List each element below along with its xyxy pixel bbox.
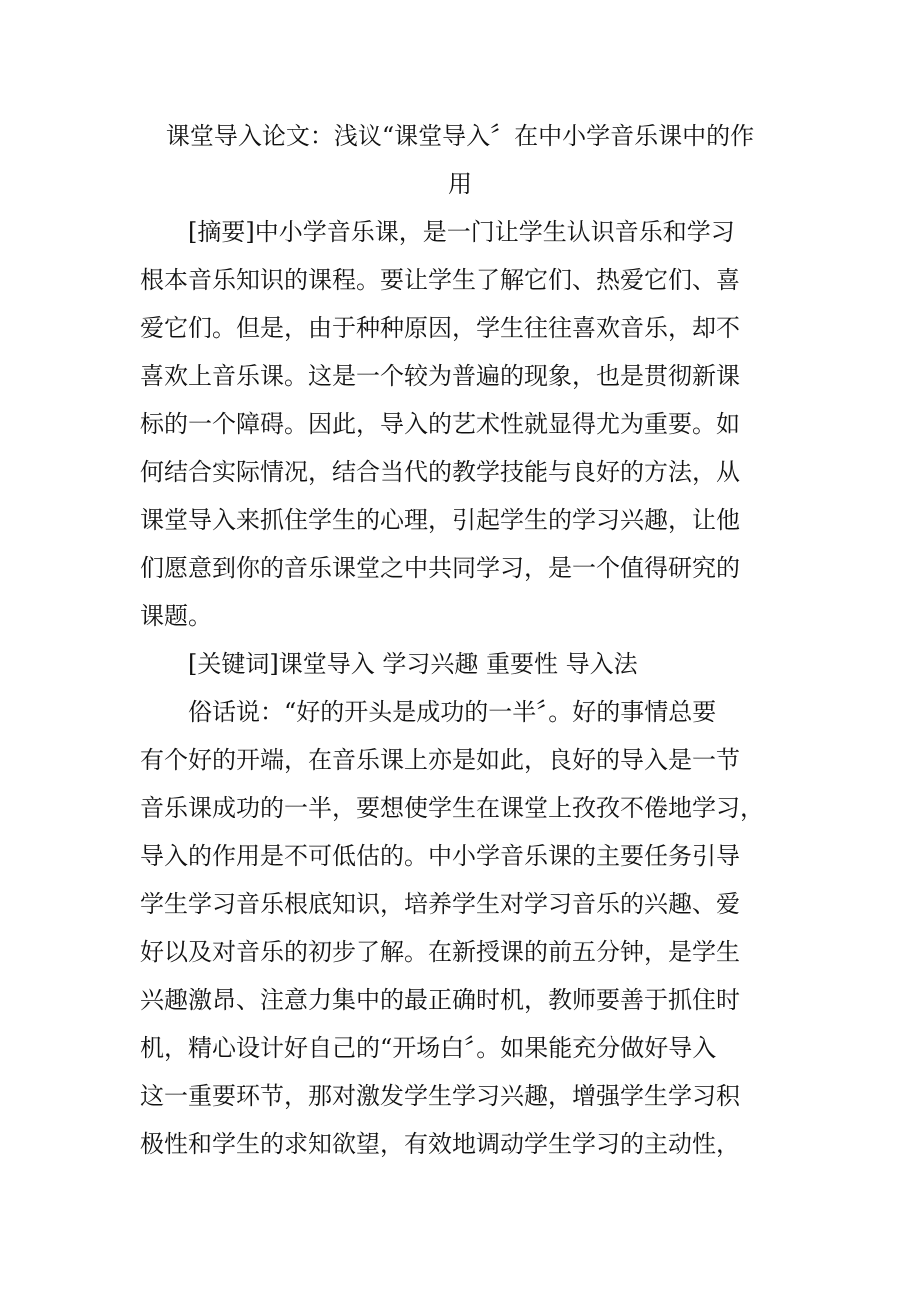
abstract-line: [摘要]中小学音乐课，是一门让学生认识音乐和学习 (188, 218, 735, 246)
abstract-line: 何结合实际情况，结合当代的教学技能与良好的方法，从 (140, 458, 740, 486)
abstract-line: 爱它们。但是，由于种种原因，学生往往喜欢音乐，却不 (140, 314, 740, 342)
abstract-line: 喜欢上音乐课。这是一个较为普遍的现象，也是贯彻新课 (140, 362, 740, 390)
abstract-line: 课堂导入来抓住学生的心理，引起学生的学习兴趣，让他 (140, 506, 740, 534)
abstract-line: 根本音乐知识的课程。要让学生了解它们、热爱它们、喜 (140, 266, 740, 294)
abstract-line: 们愿意到你的音乐课堂之中共同学习，是一个值得研究的 (140, 554, 740, 582)
abstract-line: 课题。 (140, 602, 212, 630)
title-line-2: 用 (448, 170, 472, 198)
abstract-line: 标的一个障碍。因此，导入的艺术性就显得尤为重要。如 (140, 410, 740, 438)
title-line-1: 课堂导入论文：浅议“课堂导入〞在中小学音乐课中的作 (165, 122, 755, 150)
body-line: 机，精心设计好自己的“开场白〞。如果能充分做好导入 (140, 1034, 717, 1062)
body-line: 俗话说：“好的开头是成功的一半〞。好的事情总要 (188, 698, 717, 726)
body-line: 导入的作用是不可低估的。中小学音乐课的主要任务引导 (140, 842, 740, 870)
body-line: 音乐课成功的一半，要想使学生在课堂上孜孜不倦地学习， (140, 794, 764, 822)
body-line: 极性和学生的求知欲望，有效地调动学生学习的主动性， (140, 1130, 740, 1158)
body-line: 学生学习音乐根底知识，培养学生对学习音乐的兴趣、爱 (140, 890, 740, 918)
body-line: 这一重要环节，那对激发学生学习兴趣，增强学生学习积 (140, 1082, 740, 1110)
keywords-line: [关键词]课堂导入 学习兴趣 重要性 导入法 (188, 650, 638, 678)
body-line: 好以及对音乐的初步了解。在新授课的前五分钟，是学生 (140, 938, 740, 966)
body-line: 兴趣激昂、注意力集中的最正确时机，教师要善于抓住时 (140, 986, 740, 1014)
body-line: 有个好的开端，在音乐课上亦是如此，良好的导入是一节 (140, 746, 740, 774)
